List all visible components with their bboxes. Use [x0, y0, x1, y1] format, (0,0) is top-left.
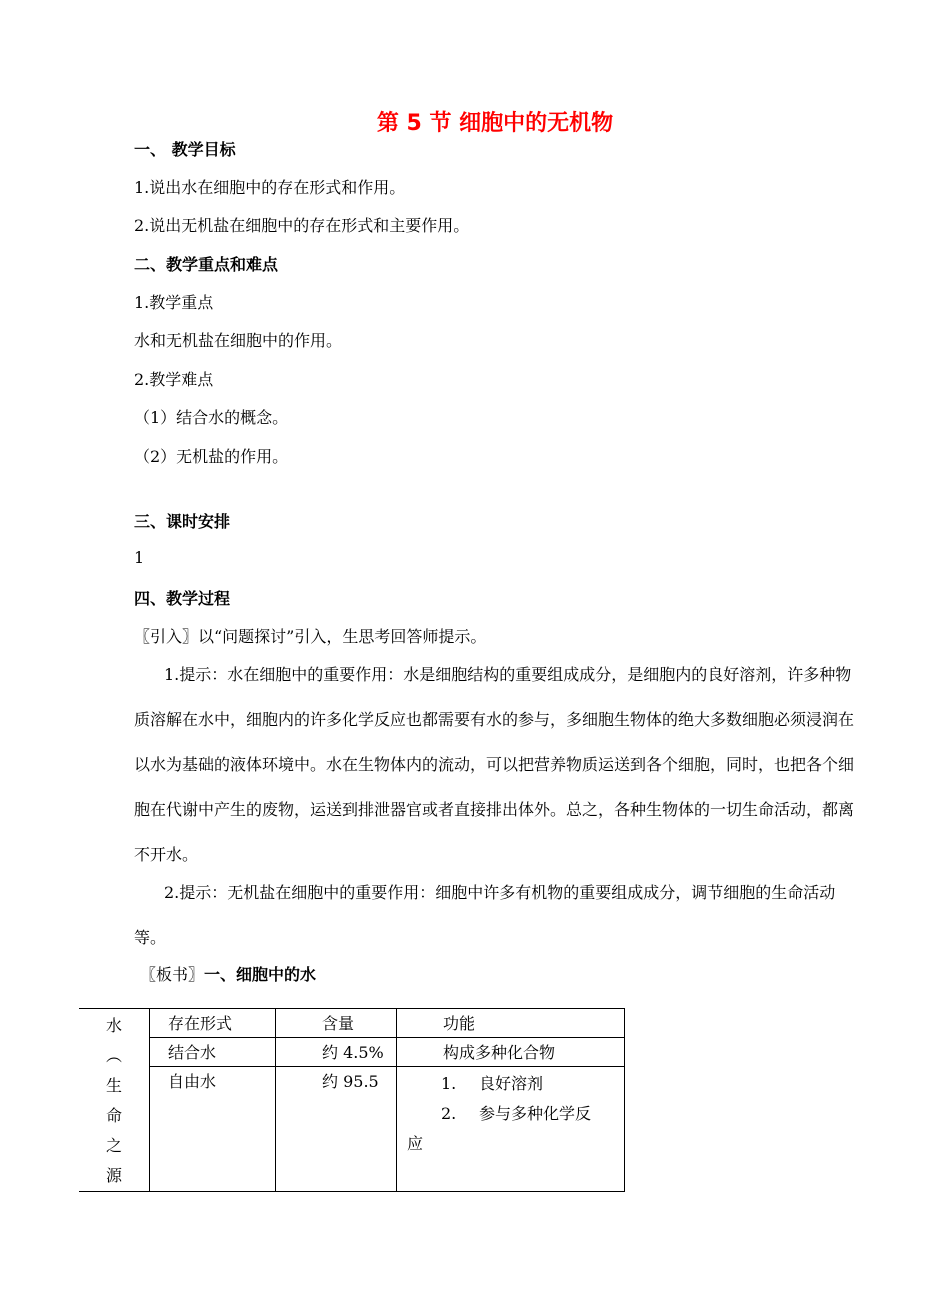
section-2-heading: 二、教学重点和难点 — [134, 255, 279, 274]
cell-free-content: 约 95.5 — [276, 1067, 397, 1192]
table-side-label — [79, 1009, 150, 1192]
key-point-text: 水和无机盐在细胞中的作用。 — [134, 331, 343, 350]
function-item — [407, 1099, 624, 1129]
difficulty-label: 2.教学难点 — [134, 370, 214, 389]
function-num: 1. — [441, 1074, 457, 1093]
cell-free-water: 自由水 — [150, 1067, 276, 1192]
water-table — [79, 1008, 625, 1192]
section-4-heading: 四、教学过程 — [134, 589, 231, 608]
side-char: ︵ — [105, 1046, 122, 1065]
side-char: 之 — [105, 1136, 122, 1155]
difficulty-item-2: （2）无机盐的作用。 — [134, 447, 289, 466]
cell-bound-function: 构成多种化合物 — [397, 1038, 625, 1067]
cell-free-function — [397, 1067, 625, 1192]
side-char: 命 — [105, 1106, 122, 1125]
difficulty-item-1: （1）结合水的概念。 — [134, 408, 289, 427]
class-hours-value: 1 — [134, 548, 145, 567]
table-row — [79, 1038, 625, 1067]
cell-bound-water: 结合水 — [150, 1038, 276, 1067]
board-heading — [140, 962, 316, 985]
board-title: 一、细胞中的水 — [204, 965, 317, 984]
side-char: 源 — [105, 1166, 122, 1185]
function-tail: 应 — [407, 1134, 424, 1153]
function-item — [407, 1069, 624, 1099]
section-3-heading: 三、课时安排 — [134, 512, 231, 531]
function-num: 2. — [441, 1104, 457, 1123]
function-text: 参与多种化学反 — [479, 1104, 592, 1123]
header-form: 存在形式 — [150, 1009, 276, 1038]
table-header-row — [79, 1009, 625, 1038]
key-point-label: 1.教学重点 — [134, 293, 214, 312]
objective-2: 2.说出无机盐在细胞中的存在形式和主要作用。 — [134, 216, 470, 235]
header-content: 含量 — [276, 1009, 397, 1038]
paragraph-water — [134, 652, 856, 877]
side-char: 生 — [105, 1076, 122, 1095]
function-text: 良好溶剂 — [479, 1074, 544, 1093]
intro-text: 〖引入〗以“问题探讨”引入，生思考回答师提示。 — [134, 627, 487, 646]
paragraph-water-text: 1.提示：水在细胞中的重要作用：水是细胞结构的重要组成成分，是细胞内的良好溶剂，许多种物质溶解在水中，细胞内的许多化学反应也都需要有水的参与，多细胞生物体的绝大多数细胞必须浸润在以水为基础的液体环境中。水在生物体内的流动，可以把营养物质运送到各个细胞，同时，也把各个细胞在代谢中产生的废物，运送到排泄器官或者直接排出体外。总之，各种生物体的一切生命活动，都离不开水。 — [134, 665, 855, 864]
paragraph-salt-text: 2.提示：无机盐在细胞中的重要作用：细胞中许多有机物的重要组成成分，调节细胞的生命活动等。 — [134, 883, 836, 947]
objective-1: 1.说出水在细胞中的存在形式和作用。 — [134, 178, 406, 197]
header-function: 功能 — [397, 1009, 625, 1038]
section-1-heading: 一、 教学目标 — [134, 140, 236, 159]
cell-bound-content: 约 4.5% — [276, 1038, 397, 1067]
board-prefix: 〖板书〗 — [140, 965, 205, 984]
page-title: 第 5 节 细胞中的无机物 — [376, 111, 614, 136]
side-char: 水 — [105, 1016, 122, 1035]
paragraph-salt — [134, 870, 856, 960]
table-row — [79, 1067, 625, 1192]
